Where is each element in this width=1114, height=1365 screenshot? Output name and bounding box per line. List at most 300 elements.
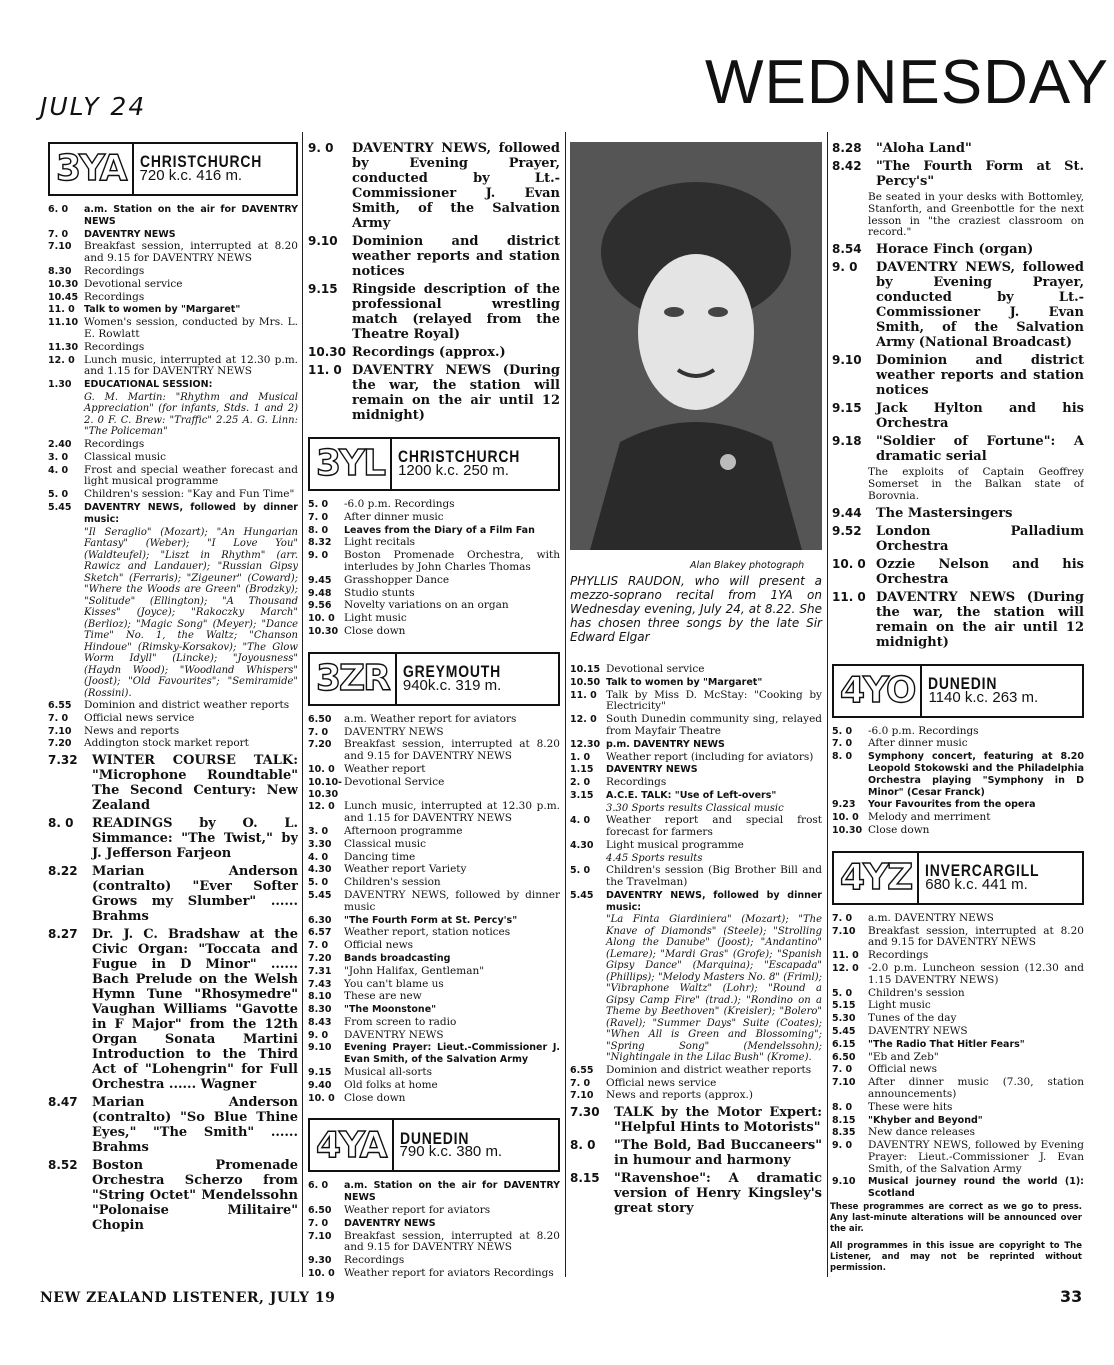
programme-title: Weather report for aviators bbox=[344, 1204, 491, 1217]
programme-title: Weather report and special frost forecast for farmers bbox=[606, 814, 822, 839]
station-3ya-banner bbox=[48, 142, 298, 196]
programme-entry bbox=[570, 865, 822, 889]
programme-title: Close down bbox=[868, 823, 930, 836]
programme-time: 8.47 bbox=[48, 1095, 78, 1110]
programme-time: 7.20 bbox=[308, 952, 332, 964]
column-2 bbox=[308, 138, 560, 1278]
programme-time: 9. 0 bbox=[308, 1029, 329, 1041]
programme-title: Lunch music, interrupted at 12.30 p.m. and 1.15 for DAVENTRY NEWS bbox=[344, 800, 560, 825]
programme-entry bbox=[48, 452, 298, 464]
programme-title: Ringside description of the professional wrestling match (relayed from the Theatre Royal) bbox=[352, 282, 560, 342]
station-logo: 3YL bbox=[310, 439, 392, 489]
station-4yz-banner bbox=[832, 851, 1084, 905]
programme-entry bbox=[308, 801, 560, 825]
programme-title: Close down bbox=[344, 624, 406, 637]
programme-title: Official news bbox=[344, 939, 413, 952]
programme-title: DAVENTRY NEWS bbox=[606, 764, 698, 776]
programme-time: 10. 0 bbox=[308, 763, 335, 775]
programme-entry bbox=[308, 1017, 560, 1029]
programme-title: a.m. Station on the air for DAVENTRY NEWS bbox=[84, 204, 298, 227]
programme-entry bbox=[308, 1218, 560, 1230]
programme-title: Symphony concert, featuring at 8.20 Leopold Stokowski and the Philadelphia Orchestra playing "Symphony in D Minor" (Cesar Franck) bbox=[868, 751, 1084, 798]
programme-title: "Eb and Zeb" bbox=[868, 1050, 939, 1063]
copyright-notice: All programmes in this issue are copyright to The Listener, and may not be reprinted without permission. bbox=[830, 1241, 1082, 1273]
programme-title: Tunes of the day bbox=[868, 1012, 957, 1025]
programme-entry bbox=[570, 764, 822, 776]
programme-title: News and reports (approx.) bbox=[606, 1089, 753, 1102]
programme-time: 11. 0 bbox=[570, 689, 597, 701]
programme-details: G. M. Martin: "Rhythm and Musical Appreciation" (for infants, Stds. 1 and 2) 2. 0 F. C. Brew: "Traffic" 2.25 A. G. Linn: "The Policeman" bbox=[84, 391, 298, 438]
programme-title: DAVENTRY NEWS, followed by Evening Prayer, conducted by Lt.-Commissioner J. Evan Smith, of the Salvation Army bbox=[352, 141, 560, 231]
programme-entry bbox=[308, 234, 560, 279]
programme-time: 8.54 bbox=[832, 242, 862, 257]
programme-title: Dominion and district weather reports bbox=[606, 1063, 812, 1076]
programme-time bbox=[832, 192, 868, 239]
station-city: DUNEDIN bbox=[399, 1128, 469, 1148]
programme-time: 11.10 bbox=[48, 317, 79, 329]
programme-entry bbox=[308, 600, 560, 612]
column-1 bbox=[48, 136, 298, 1276]
programme-time: 6.15 bbox=[832, 1038, 856, 1050]
programme-title: News and reports bbox=[84, 724, 180, 737]
programme-entry bbox=[832, 1077, 1084, 1101]
programme-entry bbox=[308, 613, 560, 625]
programme-list-3ya bbox=[48, 204, 298, 1233]
programme-entry bbox=[308, 1067, 560, 1079]
programme-entry bbox=[308, 927, 560, 939]
programme-time: 9.30 bbox=[308, 1255, 332, 1267]
programme-time: 8. 0 bbox=[832, 1101, 853, 1113]
programme-time: 7.20 bbox=[308, 739, 332, 751]
programme-title: You can't blame us bbox=[344, 977, 444, 990]
programme-entry bbox=[48, 204, 298, 228]
programme-time: 6.57 bbox=[308, 927, 332, 939]
programme-entry bbox=[570, 815, 822, 839]
programme-title: DAVENTRY NEWS (During the war, the station will remain on the air until 12 midnight) bbox=[876, 589, 1084, 650]
programme-entry bbox=[48, 279, 298, 291]
programme-entry bbox=[308, 1255, 560, 1267]
day-heading: WEDNESDAY bbox=[705, 48, 1110, 117]
programme-entry bbox=[48, 1095, 298, 1155]
programme-time: 10.45 bbox=[48, 291, 79, 303]
station-4yo-banner bbox=[832, 664, 1084, 718]
programme-time: 10.30 bbox=[308, 345, 346, 359]
station-frequency: 720 k.c. 416 m. bbox=[139, 167, 243, 184]
programme-entry bbox=[308, 764, 560, 776]
programme-entry bbox=[308, 141, 560, 231]
programme-entry bbox=[308, 1180, 560, 1204]
programme-time: 6.50 bbox=[832, 1051, 856, 1063]
programme-time: 10.10-10.30 bbox=[308, 776, 342, 800]
programme-title: "The Radio That Hitler Fears" bbox=[868, 1038, 1025, 1050]
programme-entry bbox=[832, 1176, 1084, 1198]
programme-entry bbox=[570, 677, 822, 689]
programme-title: Close down bbox=[344, 1091, 406, 1104]
programme-title: A.C.E. TALK: "Use of Left-overs" bbox=[606, 789, 777, 801]
programme-entry bbox=[308, 1268, 560, 1278]
programme-time: 5. 0 bbox=[832, 987, 853, 999]
programme-entry bbox=[308, 739, 560, 763]
programme-list-4ya-cont bbox=[570, 664, 822, 1216]
station-3zr-banner bbox=[308, 652, 560, 706]
programme-time: 9. 0 bbox=[308, 550, 329, 562]
station-logo: 3YA bbox=[50, 144, 134, 194]
programme-title: Bands broadcasting bbox=[344, 952, 451, 964]
programme-entry bbox=[308, 777, 560, 801]
programme-time: 11. 0 bbox=[832, 589, 866, 604]
programme-entry bbox=[308, 1004, 560, 1016]
programme-entry bbox=[570, 1065, 822, 1077]
programme-time: 10.15 bbox=[570, 664, 601, 675]
programme-title: Weather report, station notices bbox=[344, 926, 511, 939]
programme-time: 10. 0 bbox=[832, 812, 859, 824]
programme-entry bbox=[308, 826, 560, 838]
programme-title: "Ravenshoe": A dramatic version of Henry Kingsley's great story bbox=[614, 1171, 822, 1217]
programme-time: 4. 0 bbox=[570, 815, 591, 827]
programme-time: 6.50 bbox=[308, 713, 332, 725]
programme-list-4ya-evening bbox=[832, 141, 1084, 650]
programme-entry bbox=[48, 502, 298, 526]
programme-entry bbox=[570, 1138, 822, 1168]
programme-entry bbox=[832, 506, 1084, 521]
programme-entry bbox=[570, 664, 822, 676]
alterations-notice: These programmes are correct as we go to press. Any last-minute alterations will be announced over the air. bbox=[830, 1202, 1082, 1234]
programme-title: DAVENTRY NEWS bbox=[344, 725, 444, 738]
programme-time: 8.30 bbox=[308, 1004, 332, 1016]
station-city: CHRISTCHURCH bbox=[398, 447, 521, 467]
programme-time: 7. 0 bbox=[48, 228, 69, 240]
programme-entry bbox=[570, 840, 822, 852]
programme-entry bbox=[832, 1140, 1084, 1175]
programme-entry bbox=[308, 363, 560, 423]
programme-entry bbox=[570, 690, 822, 714]
programme-time: 7.10 bbox=[48, 725, 72, 737]
programme-title: Horace Finch (organ) bbox=[876, 242, 1034, 258]
programme-title: "The Moonstone" bbox=[344, 1004, 437, 1016]
programme-title: Breakfast session, interrupted at 8.20 and 9.15 for DAVENTRY NEWS bbox=[344, 1229, 560, 1254]
programme-time: 7.31 bbox=[308, 965, 332, 977]
programme-time: 5. 0 bbox=[308, 877, 329, 889]
programme-entry bbox=[570, 1105, 822, 1135]
station-4ya-banner bbox=[308, 1118, 560, 1172]
copyright-note bbox=[830, 1202, 1082, 1274]
programme-title: Evening Prayer: Lieut.-Commissioner J. Evan Smith, of the Salvation Army bbox=[344, 1042, 560, 1066]
programme-time: 8.22 bbox=[48, 864, 78, 879]
programme-time: 1.30 bbox=[48, 379, 72, 391]
station-city: INVERCARGILL bbox=[925, 860, 1040, 880]
programme-title: EDUCATIONAL SESSION: bbox=[84, 379, 213, 391]
programme-title: Children's session: "Kay and Fun Time" bbox=[84, 488, 295, 501]
column-rule bbox=[827, 132, 828, 1277]
programme-entry bbox=[832, 1052, 1084, 1064]
programme-title: "Aloha Land" bbox=[876, 141, 972, 156]
programme-entry bbox=[308, 864, 560, 876]
programme-entry bbox=[48, 304, 298, 316]
portrait-image bbox=[570, 142, 822, 550]
programme-entry bbox=[832, 1115, 1084, 1127]
programme-list-3yl bbox=[308, 499, 560, 638]
programme-time: 5. 0 bbox=[308, 499, 329, 510]
programme-time: 12. 0 bbox=[570, 714, 597, 726]
programme-time: 5.45 bbox=[570, 889, 594, 901]
programme-entry bbox=[48, 229, 298, 241]
programme-entry bbox=[48, 1158, 298, 1233]
programme-entry bbox=[48, 927, 298, 1092]
programme-entry bbox=[308, 1205, 560, 1217]
programme-time: 7. 0 bbox=[308, 1217, 329, 1229]
programme-title: Light musical programme bbox=[606, 838, 744, 851]
programme-time: 9.52 bbox=[832, 523, 862, 538]
programme-time: 8.30 bbox=[48, 265, 72, 277]
programme-title: Breakfast session, interrupted at 8.20 and 9.15 for DAVENTRY NEWS bbox=[868, 924, 1084, 949]
programme-title: Children's session bbox=[344, 876, 441, 889]
programme-time: 7.20 bbox=[48, 738, 72, 750]
programme-entry bbox=[48, 379, 298, 391]
programme-entry bbox=[308, 727, 560, 739]
page-date: JULY 24 bbox=[40, 92, 147, 121]
programme-time: 4. 0 bbox=[48, 464, 69, 476]
programme-time: 9.18 bbox=[832, 434, 862, 449]
programme-entry bbox=[308, 588, 560, 600]
programme-title: DAVENTRY NEWS bbox=[868, 1024, 968, 1037]
programme-title: Recordings bbox=[84, 340, 145, 353]
programme-time: 8. 0 bbox=[570, 1138, 596, 1153]
programme-time: 12. 0 bbox=[832, 962, 859, 974]
programme-time: 7. 0 bbox=[308, 726, 329, 738]
programme-title: DAVENTRY NEWS (During the war, the station will remain on the air until 12 midnight) bbox=[352, 363, 560, 423]
programme-entry bbox=[308, 714, 560, 726]
programme-entry bbox=[832, 524, 1084, 554]
programme-time: 11. 0 bbox=[48, 304, 75, 316]
programme-time: 6.55 bbox=[48, 700, 72, 712]
programme-title: Afternoon programme bbox=[344, 824, 463, 837]
programme-entry bbox=[308, 940, 560, 952]
programme-title: Dominion and district weather reports and station notices bbox=[352, 234, 560, 279]
programme-title: Leaves from the Diary of a Film Fan bbox=[344, 524, 535, 536]
programme-time: 8. 0 bbox=[48, 816, 74, 831]
programme-title: DAVENTRY NEWS, followed by dinner music: bbox=[606, 889, 822, 913]
programme-time: 10. 0 bbox=[308, 1092, 335, 1104]
programme-title: Dr. J. C. Bradshaw at the Civic Organ: "Toccata and Fugue in D Minor" ...... Bach Prelude on the Welsh Hymn Tune "Rhosymedre" Vaughan Williams "Gavotte in F Major" from the 12th Organ Sonata Martini Introduction to the Third Act of "Lohengrin" for Full Orchestra ...... Wagner bbox=[92, 927, 298, 1093]
programme-time: 8.15 bbox=[832, 1114, 856, 1126]
programme-entry bbox=[832, 751, 1084, 798]
programme-title: Grasshopper Dance bbox=[344, 573, 450, 586]
programme-entry bbox=[308, 550, 560, 574]
programme-list-4yz bbox=[832, 913, 1084, 1198]
programme-title: Your Favourites from the opera bbox=[868, 799, 1036, 811]
programme-time: 10. 0 bbox=[308, 1268, 335, 1278]
programme-time: 7.10 bbox=[832, 925, 856, 937]
programme-time: 4. 0 bbox=[308, 851, 329, 863]
programme-time: 7. 0 bbox=[48, 712, 69, 724]
programme-time: 7.30 bbox=[570, 1105, 600, 1120]
programme-entry bbox=[308, 1042, 560, 1066]
programme-time: 8.32 bbox=[308, 537, 332, 549]
programme-title: South Dunedin community sing, relayed from Mayfair Theatre bbox=[606, 713, 822, 737]
station-city: CHRISTCHURCH bbox=[139, 152, 262, 172]
programme-time: 9.15 bbox=[308, 282, 338, 296]
programme-entry bbox=[832, 1013, 1084, 1025]
programme-title: Recordings bbox=[84, 264, 145, 277]
programme-time: 8.42 bbox=[832, 159, 862, 173]
programme-title: Old folks at home bbox=[344, 1078, 438, 1091]
programme-entry bbox=[308, 953, 560, 965]
programme-entry bbox=[48, 864, 298, 924]
programme-entry bbox=[308, 966, 560, 978]
programme-entry bbox=[570, 1171, 822, 1216]
programme-title: p.m. DAVENTRY NEWS bbox=[606, 738, 725, 750]
programme-title: Musical all-sorts bbox=[344, 1066, 432, 1079]
programme-entry bbox=[48, 266, 298, 278]
programme-title: Weather report for aviators Recordings bbox=[344, 1267, 554, 1278]
programme-time: 7. 0 bbox=[308, 511, 329, 523]
programme-time: 5.30 bbox=[832, 1013, 856, 1025]
programme-time: 10. 0 bbox=[832, 556, 866, 571]
programme-title: "The Fourth Form at St. Percy's" bbox=[344, 914, 518, 926]
station-frequency: 1200 k.c. 250 m. bbox=[398, 462, 509, 479]
programme-entry bbox=[48, 489, 298, 501]
programme-time: 5. 0 bbox=[48, 489, 69, 501]
programme-entry bbox=[308, 575, 560, 587]
programme-title: Boston Promenade Orchestra Scherzo from "String Octet" Mendelssohn "Polonaise Militaire" Chopin bbox=[92, 1158, 298, 1234]
programme-title: Ozzie Nelson and his Orchestra bbox=[876, 556, 1084, 587]
programme-title: After dinner music bbox=[868, 737, 968, 750]
programme-time: 10.50 bbox=[570, 676, 601, 688]
programme-title: -6.0 p.m. Recordings bbox=[868, 724, 979, 737]
programme-title: Recordings bbox=[84, 437, 145, 450]
programme-entry bbox=[832, 1127, 1084, 1139]
programme-time bbox=[832, 467, 868, 502]
programme-title: Recordings (approx.) bbox=[352, 345, 506, 360]
programme-time: 9.23 bbox=[832, 799, 856, 811]
programme-title: Recordings bbox=[868, 949, 929, 962]
programme-title: DAVENTRY NEWS bbox=[344, 1028, 444, 1041]
programme-time: 5.45 bbox=[308, 889, 332, 901]
programme-entry bbox=[48, 241, 298, 265]
programme-entry bbox=[832, 825, 1084, 837]
programme-title: Musical journey round the world (1): Scotland bbox=[868, 1176, 1084, 1198]
programme-title: "The Fourth Form at St. Percy's" bbox=[876, 159, 1084, 189]
programme-entry bbox=[570, 739, 822, 751]
programme-title: a.m. DAVENTRY NEWS bbox=[868, 911, 994, 924]
programme-title: Classical music bbox=[344, 837, 426, 850]
programme-time: 8. 0 bbox=[308, 524, 329, 536]
programme-entry bbox=[308, 877, 560, 889]
programme-entry bbox=[570, 1078, 822, 1090]
programme-entry bbox=[832, 353, 1084, 398]
programme-title: Melody and merriment bbox=[868, 811, 991, 824]
programme-details: 4.45 Sports results bbox=[606, 852, 703, 864]
programme-entry bbox=[570, 790, 822, 802]
programme-entry bbox=[48, 726, 298, 738]
station-3yl-banner bbox=[308, 437, 560, 491]
programme-title: Talk by Miss D. McStay: "Cooking by Electricity" bbox=[606, 688, 822, 713]
programme-time: 9.15 bbox=[308, 1067, 332, 1079]
programme-entry bbox=[48, 355, 298, 379]
programme-time: 11. 0 bbox=[832, 950, 859, 962]
programme-entry bbox=[832, 467, 1084, 502]
programme-title: WINTER COURSE TALK: "Microphone Roundtable" The Second Century: New Zealand bbox=[92, 753, 298, 814]
programme-title: Studio stunts bbox=[344, 586, 415, 599]
programme-title: Official news service bbox=[606, 1076, 717, 1089]
programme-title: Addington stock market report bbox=[84, 737, 249, 750]
programme-entry bbox=[308, 512, 560, 524]
programme-entry bbox=[570, 714, 822, 738]
programme-time: 6. 0 bbox=[48, 204, 69, 215]
programme-time: 7.10 bbox=[48, 241, 72, 253]
programme-time: 9. 0 bbox=[832, 1140, 853, 1152]
programme-entry bbox=[48, 700, 298, 712]
programme-title: Light music bbox=[344, 612, 407, 625]
programme-time: 4.30 bbox=[570, 839, 594, 851]
programme-title: "Soldier of Fortune": A dramatic serial bbox=[876, 434, 1084, 465]
programme-entry bbox=[308, 626, 560, 638]
programme-entry bbox=[832, 963, 1084, 987]
programme-entry bbox=[570, 777, 822, 789]
programme-time: 8. 0 bbox=[832, 751, 853, 763]
programme-title: Light recitals bbox=[344, 536, 416, 549]
programme-title: Devotional service bbox=[84, 277, 183, 290]
programme-time: 7.32 bbox=[48, 753, 78, 768]
programme-title: London Palladium Orchestra bbox=[876, 523, 1084, 554]
programme-title: Light music bbox=[868, 999, 931, 1012]
programme-title: a.m. Station on the air for DAVENTRY NEWS bbox=[344, 1180, 560, 1204]
programme-entry bbox=[832, 988, 1084, 1000]
programme-time: 5. 0 bbox=[570, 865, 591, 877]
programme-time: 5. 0 bbox=[832, 725, 853, 737]
programme-title: Breakfast session, interrupted at 8.20 and 9.15 for DAVENTRY NEWS bbox=[344, 738, 560, 763]
programme-title: -2.0 p.m. Luncheon session (12.30 and 1.15 DAVENTRY NEWS) bbox=[868, 961, 1084, 986]
programme-title: DAVENTRY NEWS, followed by dinner music bbox=[344, 888, 560, 913]
programme-entry bbox=[570, 890, 822, 914]
programme-entry bbox=[308, 890, 560, 914]
programme-time: 7. 0 bbox=[308, 940, 329, 952]
programme-details: 3.30 Sports results Classical music bbox=[606, 802, 784, 814]
column-rule bbox=[302, 132, 303, 1277]
programme-title: After dinner music bbox=[344, 510, 444, 523]
programme-list-3zr bbox=[308, 714, 560, 1105]
programme-time: 7. 0 bbox=[832, 738, 853, 750]
programme-title: Children's session (Big Brother Bill and the Travelman) bbox=[606, 864, 822, 888]
programme-time: 9. 0 bbox=[832, 260, 858, 275]
programme-time: 6.50 bbox=[308, 1205, 332, 1217]
programme-entry bbox=[832, 812, 1084, 824]
programme-time: 1.15 bbox=[570, 764, 594, 776]
programme-entry bbox=[308, 915, 560, 927]
programme-entry bbox=[832, 726, 1084, 738]
programme-time: 9.10 bbox=[832, 353, 862, 368]
publication-footer: NEW ZEALAND LISTENER, JULY 19 bbox=[40, 1290, 336, 1306]
programme-title: -6.0 p.m. Recordings bbox=[344, 498, 455, 510]
programme-title: The exploits of Captain Geoffrey Somerset in the Balkan state of Borovnia. bbox=[868, 466, 1084, 502]
programme-time: 3.30 bbox=[308, 838, 332, 850]
programme-title: Devotional service bbox=[606, 664, 705, 675]
programme-entry bbox=[308, 852, 560, 864]
programme-time: 5.45 bbox=[832, 1025, 856, 1037]
programme-time: 9. 0 bbox=[308, 141, 334, 155]
programme-entry bbox=[48, 738, 298, 750]
programme-title: READINGS by O. L. Simmance: "The Twist," by J. Jefferson Farjeon bbox=[92, 816, 298, 862]
programme-entry bbox=[832, 738, 1084, 750]
programme-entry bbox=[832, 401, 1084, 431]
programme-time: 9.44 bbox=[832, 505, 862, 520]
programme-title: DAVENTRY NEWS, followed by dinner music: bbox=[84, 501, 298, 525]
programme-title: These are new bbox=[344, 990, 422, 1003]
programme-time: 10.30 bbox=[48, 278, 79, 290]
programme-entry bbox=[308, 1231, 560, 1255]
programme-entry bbox=[832, 590, 1084, 650]
programme-entry bbox=[308, 1080, 560, 1092]
